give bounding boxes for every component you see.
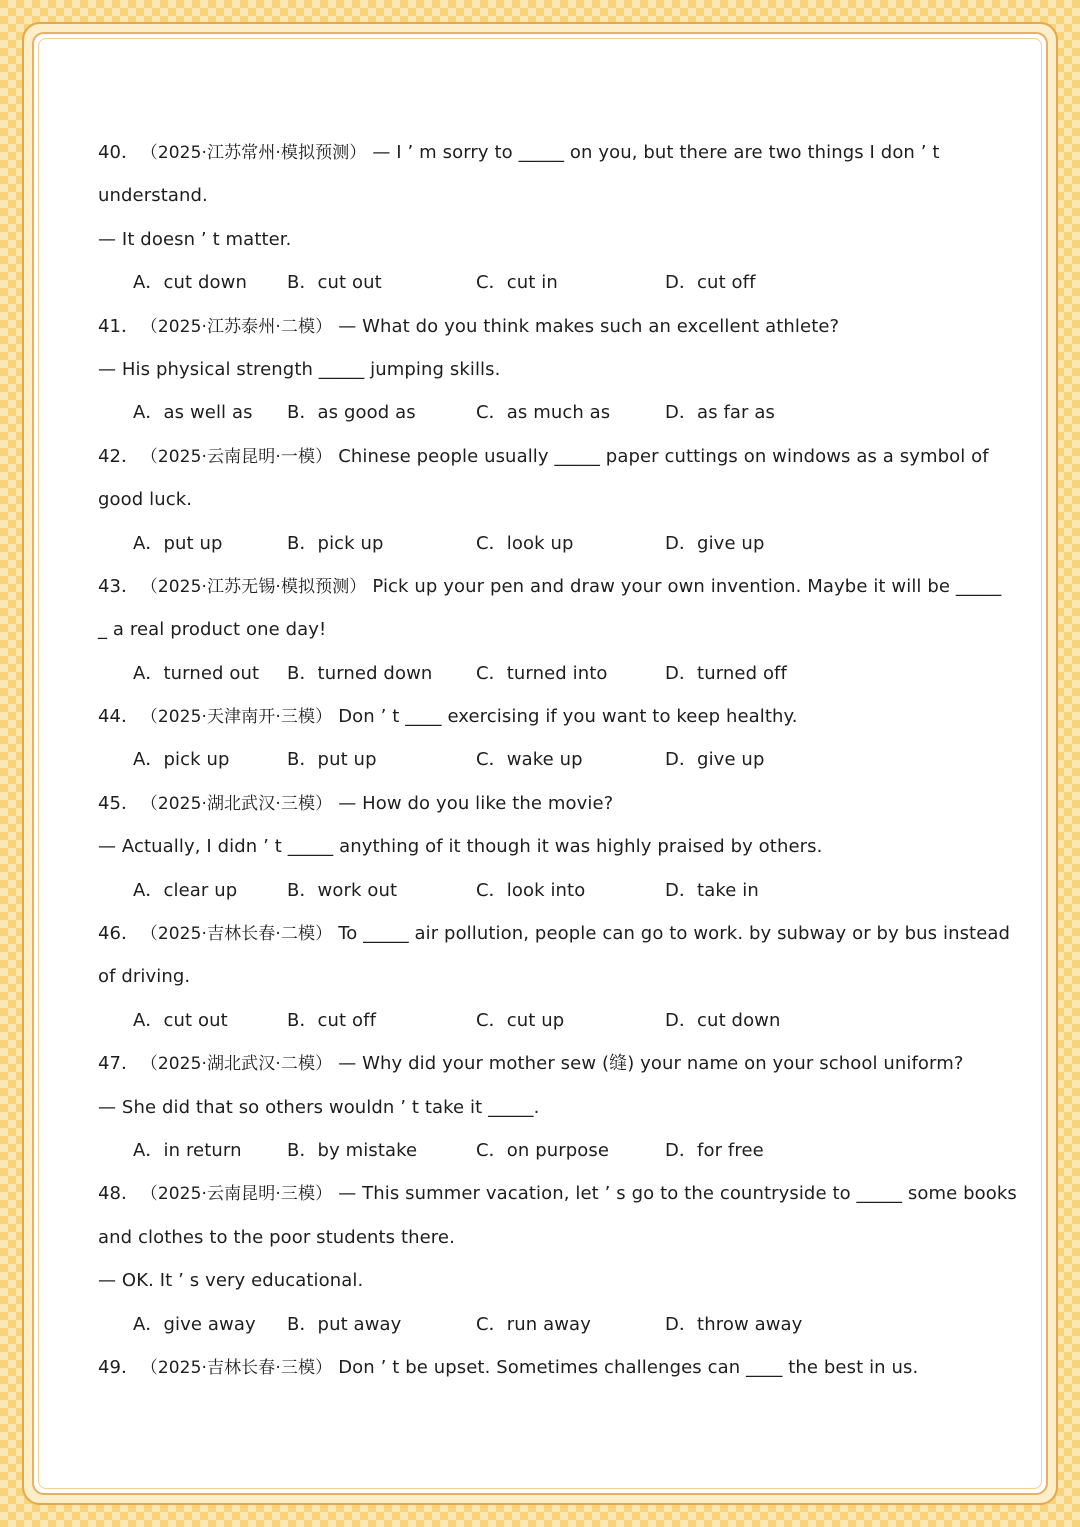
question-text: understand. bbox=[98, 185, 208, 207]
question-number: 48． bbox=[98, 1183, 140, 1205]
option-d[interactable]: D．throw away bbox=[665, 1313, 803, 1335]
option-c[interactable]: C．on purpose bbox=[476, 1139, 610, 1161]
option-a[interactable]: A．cut out bbox=[133, 1009, 228, 1031]
option-b[interactable]: B．put up bbox=[287, 749, 377, 771]
question-text: — OK. It ’ s very educational. bbox=[98, 1270, 364, 1292]
option-c[interactable]: C．turned into bbox=[476, 662, 608, 684]
question-text: _ a real product one day! bbox=[98, 619, 327, 641]
question-number: 46． bbox=[98, 923, 140, 945]
option-b[interactable]: B．pick up bbox=[287, 532, 384, 554]
question-49 bbox=[98, 1346, 990, 1389]
option-b[interactable]: B．put away bbox=[287, 1313, 402, 1335]
question-line bbox=[98, 174, 990, 217]
option-c[interactable]: C．run away bbox=[476, 1313, 591, 1335]
question-line bbox=[98, 348, 990, 391]
answer-options bbox=[98, 261, 990, 304]
question-text: Pick up your pen and draw your own invention. Maybe it will be _____ bbox=[372, 575, 1002, 597]
question-line bbox=[98, 478, 990, 521]
question-46 bbox=[98, 912, 1011, 1042]
question-text: — I ’ m sorry to _____ on you, but there are two things I don ’ t bbox=[372, 142, 940, 163]
question-text: of driving. bbox=[98, 966, 191, 988]
question-40 bbox=[98, 131, 990, 305]
question-source: （2025·吉林长春·二模） bbox=[149, 924, 333, 945]
answer-options bbox=[98, 1303, 990, 1346]
question-text: Chinese people usually _____ paper cuttings on windows as a symbol of bbox=[338, 445, 989, 467]
question-44 bbox=[98, 695, 990, 782]
option-a[interactable]: A．give away bbox=[133, 1313, 256, 1335]
option-a[interactable]: A．cut down bbox=[133, 272, 247, 294]
question-number: 40． bbox=[98, 142, 140, 163]
option-d[interactable]: D．as far as bbox=[665, 402, 775, 424]
question-text: — She did that so others wouldn ’ t take it _____. bbox=[98, 1096, 540, 1118]
question-source: （2025·江苏泰州·二模） bbox=[149, 316, 333, 337]
question-stem bbox=[98, 1172, 1017, 1215]
question-text: good luck. bbox=[98, 489, 193, 511]
question-stem bbox=[98, 305, 990, 348]
option-a[interactable]: A．pick up bbox=[133, 749, 230, 771]
question-source: （2025·云南昆明·三模） bbox=[149, 1184, 333, 1205]
option-a[interactable]: A．as well as bbox=[133, 402, 253, 424]
option-c[interactable]: C．look into bbox=[476, 879, 586, 901]
question-source: （2025·江苏无锡·模拟预测） bbox=[149, 576, 367, 597]
question-stem bbox=[98, 435, 990, 478]
option-c[interactable]: C．cut in bbox=[476, 272, 558, 294]
option-d[interactable]: D．cut off bbox=[665, 272, 756, 294]
option-a[interactable]: A．put up bbox=[133, 532, 223, 554]
option-d[interactable]: D．take in bbox=[665, 879, 759, 901]
option-c[interactable]: C．look up bbox=[476, 532, 574, 554]
question-stem bbox=[98, 782, 990, 825]
answer-options bbox=[98, 652, 990, 695]
option-d[interactable]: D．cut down bbox=[665, 1009, 781, 1031]
question-number: 47． bbox=[98, 1053, 140, 1075]
question-source: （2025·湖北武汉·二模） bbox=[149, 1054, 333, 1075]
option-d[interactable]: D．turned off bbox=[665, 662, 787, 684]
question-text: To _____ air pollution, people can go to work. by subway or by bus instead bbox=[338, 923, 1011, 945]
answer-options bbox=[98, 1129, 990, 1172]
option-a[interactable]: A．in return bbox=[133, 1139, 242, 1161]
answer-options bbox=[98, 869, 990, 912]
question-stem bbox=[98, 565, 1002, 608]
question-number: 49． bbox=[98, 1356, 140, 1378]
option-c[interactable]: C．wake up bbox=[476, 749, 583, 771]
question-list bbox=[98, 131, 1017, 1389]
option-d[interactable]: D．give up bbox=[665, 532, 765, 554]
question-text: Don ’ t be upset. Sometimes challenges can ____ the best in us. bbox=[338, 1356, 919, 1378]
option-d[interactable]: D．give up bbox=[665, 749, 765, 771]
option-b[interactable]: B．work out bbox=[287, 879, 398, 901]
option-d[interactable]: D．for free bbox=[665, 1139, 764, 1161]
question-stem bbox=[98, 1042, 990, 1085]
question-line bbox=[98, 825, 990, 868]
question-45 bbox=[98, 782, 990, 912]
question-source: （2025·天津南开·三模） bbox=[149, 707, 333, 728]
question-42 bbox=[98, 435, 990, 565]
question-stem bbox=[98, 695, 990, 738]
answer-options bbox=[98, 391, 990, 434]
option-b[interactable]: B．cut out bbox=[287, 272, 382, 294]
question-text: — His physical strength _____ jumping skills. bbox=[98, 358, 501, 380]
answer-options bbox=[98, 738, 990, 781]
question-source: （2025·吉林长春·三模） bbox=[149, 1357, 333, 1378]
question-stem bbox=[98, 1346, 990, 1389]
option-b[interactable]: B．as good as bbox=[287, 402, 416, 424]
question-43 bbox=[98, 565, 1002, 695]
option-a[interactable]: A．turned out bbox=[133, 662, 260, 684]
question-text: — How do you like the movie? bbox=[338, 792, 614, 814]
answer-options bbox=[98, 999, 990, 1042]
question-text: — What do you think makes such an excellent athlete? bbox=[338, 315, 840, 337]
question-text: — Actually, I didn ’ t _____ anything of it though it was highly praised by others. bbox=[98, 836, 823, 858]
question-number: 43． bbox=[98, 575, 140, 597]
answer-options bbox=[98, 522, 990, 565]
question-number: 45． bbox=[98, 792, 140, 814]
question-text: and clothes to the poor students there. bbox=[98, 1226, 455, 1248]
option-c[interactable]: C．as much as bbox=[476, 402, 611, 424]
question-stem bbox=[98, 131, 990, 174]
question-text: — It doesn ’ t matter. bbox=[98, 228, 292, 250]
question-line bbox=[98, 1086, 990, 1129]
question-line bbox=[98, 1259, 990, 1302]
question-stem bbox=[98, 912, 1011, 955]
question-source: （2025·云南昆明·一模） bbox=[149, 446, 333, 467]
question-source: （2025·湖北武汉·三模） bbox=[149, 793, 333, 814]
option-b[interactable]: B．by mistake bbox=[287, 1139, 418, 1161]
option-b[interactable]: B．turned down bbox=[287, 662, 433, 684]
option-a[interactable]: A．clear up bbox=[133, 879, 238, 901]
option-b[interactable]: B．cut off bbox=[287, 1009, 377, 1031]
question-text: Don ’ t ____ exercising if you want to keep healthy. bbox=[338, 706, 798, 728]
question-text: — Why did your mother sew (缝) your name on your school uniform? bbox=[338, 1053, 964, 1075]
question-line bbox=[98, 218, 990, 261]
question-number: 44． bbox=[98, 706, 140, 728]
question-number: 42． bbox=[98, 445, 140, 467]
question-line bbox=[98, 955, 990, 998]
question-text: — This summer vacation, let ’ s go to the countryside to _____ some books bbox=[338, 1183, 1017, 1205]
question-number: 41． bbox=[98, 315, 140, 337]
question-source: （2025·江苏常州·模拟预测） bbox=[149, 143, 367, 163]
question-line bbox=[98, 1216, 990, 1259]
question-48 bbox=[98, 1172, 1017, 1346]
question-line bbox=[98, 608, 990, 651]
question-41 bbox=[98, 305, 990, 435]
option-c[interactable]: C．cut up bbox=[476, 1009, 565, 1031]
question-47 bbox=[98, 1042, 990, 1172]
